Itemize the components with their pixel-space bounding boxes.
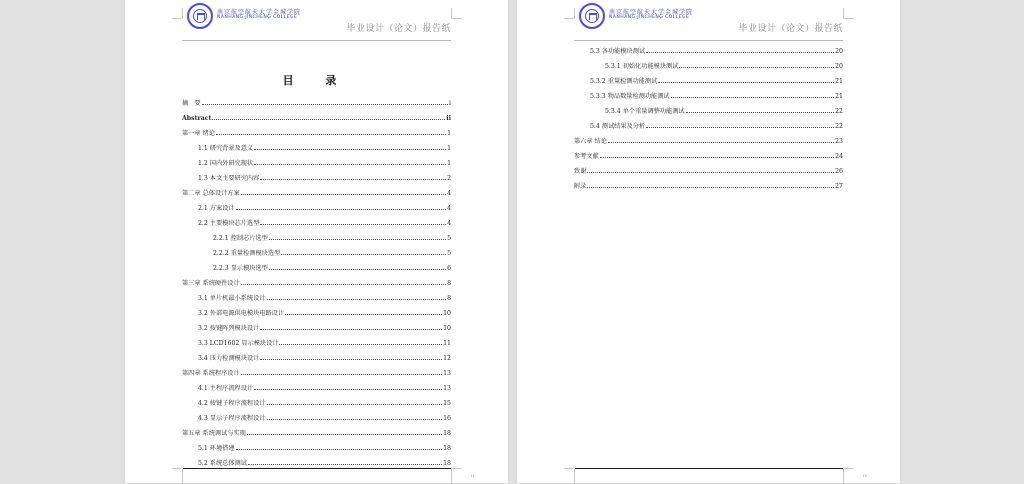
toc-entry-page: 11 [443,340,451,347]
toc-entry-label: 第四章 系统程序设计 [182,370,240,377]
toc-entry-page: 5 [447,235,451,242]
margin-corner-top-right [843,8,854,19]
page-number: IV [863,473,868,478]
toc-entry-page: 13 [443,370,451,377]
toc-entry-label: 5.2 系统总体测试 [198,460,247,467]
college-seal-icon [187,3,213,29]
toc-entry[interactable] [182,287,451,302]
college-seal-icon [579,3,605,29]
toc-entry[interactable] [574,175,843,190]
toc-list [574,40,843,190]
toc-leader-dots [247,434,442,435]
toc-entry-label: 参考文献 [574,153,599,160]
toc-leader-dots [236,449,443,450]
toc-entry[interactable] [182,122,451,137]
toc-leader-dots [254,164,446,165]
toc-entry-page: 5 [447,250,451,257]
college-name-cn: 南京航空航天大学金城学院 [609,9,694,16]
toc-leader-dots [241,374,442,375]
toc-entry-label: 1.2 国内外研究现状 [198,160,254,167]
toc-entry-page: 1 [447,130,451,137]
toc-entry[interactable] [182,92,451,107]
toc-entry-page: 18 [443,430,451,437]
toc-entry-label: 致谢 [574,168,587,175]
toc-entry[interactable] [182,257,451,272]
toc-leader-dots [281,254,446,255]
toc-entry-page: 15 [443,400,451,407]
toc-entry-page: 18 [443,460,451,467]
toc-entry[interactable] [182,152,451,167]
toc-entry-page: 4 [447,205,451,212]
margin-corner-bottom-right [451,468,462,484]
toc-entry-page: 24 [835,153,843,160]
toc-entry[interactable] [182,242,451,257]
margin-corner-bottom-left [564,468,575,484]
header-doc-type: 毕业设计（论文）报告纸 [346,24,451,34]
toc-entry[interactable] [182,377,451,392]
toc-entry-label: 1.1 研究背景及意义 [198,145,254,152]
toc-leader-dots [260,329,442,330]
toc-leader-dots [671,97,835,98]
toc-entry-label: 5.3 各功能模块测试 [590,48,646,55]
toc-leader-dots [241,284,446,285]
toc-leader-dots [248,464,442,465]
toc-entry-label: 2.2.3 显示模块选型 [213,265,268,272]
toc-entry-page: 1 [447,160,451,167]
toc-entry-label: 5.1 环境搭建 [198,445,235,452]
toc-leader-dots [269,239,446,240]
footer-rule [574,468,843,469]
document-page-1 [125,0,508,483]
toc-entry[interactable] [574,160,843,175]
footer-rule [182,468,451,469]
toc-entry[interactable] [182,107,451,122]
toc-entry-label: 2.2.2 重量检测模块选型 [213,250,281,257]
toc-leader-dots [658,82,834,83]
margin-corner-top-left [564,8,575,19]
toc-entry[interactable] [574,145,843,160]
margin-corner-bottom-right [843,468,854,484]
toc-entry-label: 5.3.2 重量检测功能测试 [590,78,658,85]
toc-entry-label: 附录 [574,183,587,190]
toc-entry-label: 2.1 方案设计 [198,205,235,212]
margin-corner-top-right [451,8,462,19]
margin-corner-bottom-left [172,468,183,484]
document-page-2 [517,0,900,483]
toc-entry-page: 21 [835,78,843,85]
toc-entry[interactable] [182,167,451,182]
toc-leader-dots [686,112,835,113]
toc-entry-page: 4 [447,220,451,227]
toc-entry[interactable] [182,347,451,362]
toc-entry[interactable] [574,85,843,100]
toc-entry-page: 22 [835,123,843,130]
toc-entry-page: 8 [447,280,451,287]
toc-entry-label: 5.3.1 初始化功能模块测试 [605,63,679,70]
toc-entry-label: Abstract [182,115,212,122]
toc-leader-dots [279,344,442,345]
toc-entry-label: 4.1 主程序流程设计 [198,385,254,392]
toc-entry-label: 3.2 外部电源供电模块电路设计 [198,310,285,317]
toc-entry-page: 2 [447,175,451,182]
toc-leader-dots [236,209,447,210]
college-name-cn: 南京航空航天大学金城学院 [217,9,302,16]
toc-entry-label: 3.1 单片机最小系统设计 [198,295,266,302]
toc-entry[interactable] [182,452,451,467]
toc-entry[interactable] [182,437,451,452]
toc-entry[interactable] [182,212,451,227]
toc-entry[interactable] [182,227,451,242]
toc-entry[interactable] [182,362,451,377]
toc-entry-page: 8 [447,295,451,302]
toc-entry[interactable] [574,40,843,55]
toc-entry-page: 13 [443,385,451,392]
toc-entry-page: 21 [835,93,843,100]
toc-entry-label: 4.2 按键子程序流程设计 [198,400,266,407]
toc-leader-dots [254,389,442,390]
toc-entry-label: 3.4 压力检测模块设计 [198,355,260,362]
toc-leader-dots [260,224,446,225]
toc-leader-dots [285,314,442,315]
toc-list [182,92,451,467]
toc-entry-page: 22 [835,108,843,115]
toc-entry-page: 20 [835,48,843,55]
toc-entry[interactable] [574,115,843,130]
toc-entry[interactable] [574,70,843,85]
toc-entry[interactable] [574,100,843,115]
toc-entry-page: 16 [443,415,451,422]
toc-leader-dots [260,359,442,360]
toc-entry-label: 第三章 系统硬件设计 [182,280,240,287]
toc-entry-label: 5.3.4 单个重量调整功能测试 [605,108,685,115]
toc-entry-label: 第二章 总体设计方案 [182,190,240,197]
toc-entry[interactable] [182,197,451,212]
toc-entry[interactable] [182,182,451,197]
toc-entry-label: 3.2 按键阵列模块设计 [198,325,260,332]
toc-entry[interactable] [574,55,843,70]
toc-entry-page: 23 [835,138,843,145]
toc-entry-page: 20 [835,63,843,70]
toc-entry-label: 2.2.1 控制芯片选型 [213,235,268,242]
margin-corner-top-left [172,8,183,19]
toc-leader-dots [241,194,446,195]
toc-entry-page: 4 [447,190,451,197]
toc-entry-page: 6 [447,265,451,272]
header-doc-type: 毕业设计（论文）报告纸 [738,24,843,34]
toc-leader-dots [212,119,445,120]
college-name-en: NANHANG JINCHENG COLLEGE [609,15,690,20]
toc-leader-dots [269,269,446,270]
toc-leader-dots [267,299,447,300]
toc-leader-dots [646,52,834,53]
toc-leader-dots [260,179,446,180]
toc-entry-label: 5.3.3 物品数量检测功能测试 [590,93,670,100]
toc-entry-label: 5.4 测试结果及分析 [590,123,646,130]
toc-entry-page: 26 [835,168,843,175]
toc-entry[interactable] [182,332,451,347]
toc-entry[interactable] [182,302,451,317]
toc-entry-label: 第五章 系统调试与实现 [182,430,246,437]
toc-leader-dots [646,127,834,128]
toc-entry[interactable] [574,130,843,145]
toc-entry-page: i [449,100,451,107]
toc-entry[interactable] [182,272,451,287]
toc-leader-dots [267,404,443,405]
toc-leader-dots [267,419,443,420]
toc-entry-page: 18 [443,445,451,452]
toc-entry-page: 1 [447,145,451,152]
college-name-en: NANHANG JINCHENG COLLEGE [217,15,298,20]
header-rule [182,40,451,41]
toc-entry-label: 2.2 主要模块芯片选型 [198,220,260,227]
toc-leader-dots [600,157,834,158]
toc-leader-dots [202,104,448,105]
toc-entry-page: 10 [443,325,451,332]
toc-entry-label: 摘 要 [182,100,201,107]
toc-entry[interactable] [182,407,451,422]
toc-entry[interactable] [182,317,451,332]
toc-leader-dots [587,172,834,173]
toc-entry-label: 3.3 LCD1602 显示模块设计 [198,340,279,347]
toc-entry[interactable] [182,422,451,437]
toc-title: 目 录 [282,74,351,87]
toc-leader-dots [587,187,834,188]
toc-leader-dots [608,142,834,143]
toc-entry-page: 10 [443,310,451,317]
toc-entry-label: 1.3 本文主要研究内容 [198,175,260,182]
toc-entry-page: ii [446,115,451,122]
toc-entry-label: 第六章 结论 [574,138,607,145]
toc-entry-label: 第一章 绪论 [182,130,215,137]
toc-entry[interactable] [182,392,451,407]
toc-entry-page: 12 [443,355,451,362]
page-number: II [471,473,475,478]
toc-entry-label: 4.3 显示子程序流程设计 [198,415,266,422]
toc-leader-dots [679,67,834,68]
toc-leader-dots [254,149,446,150]
toc-leader-dots [216,134,446,135]
toc-entry[interactable] [182,137,451,152]
toc-entry-page: 27 [835,183,843,190]
